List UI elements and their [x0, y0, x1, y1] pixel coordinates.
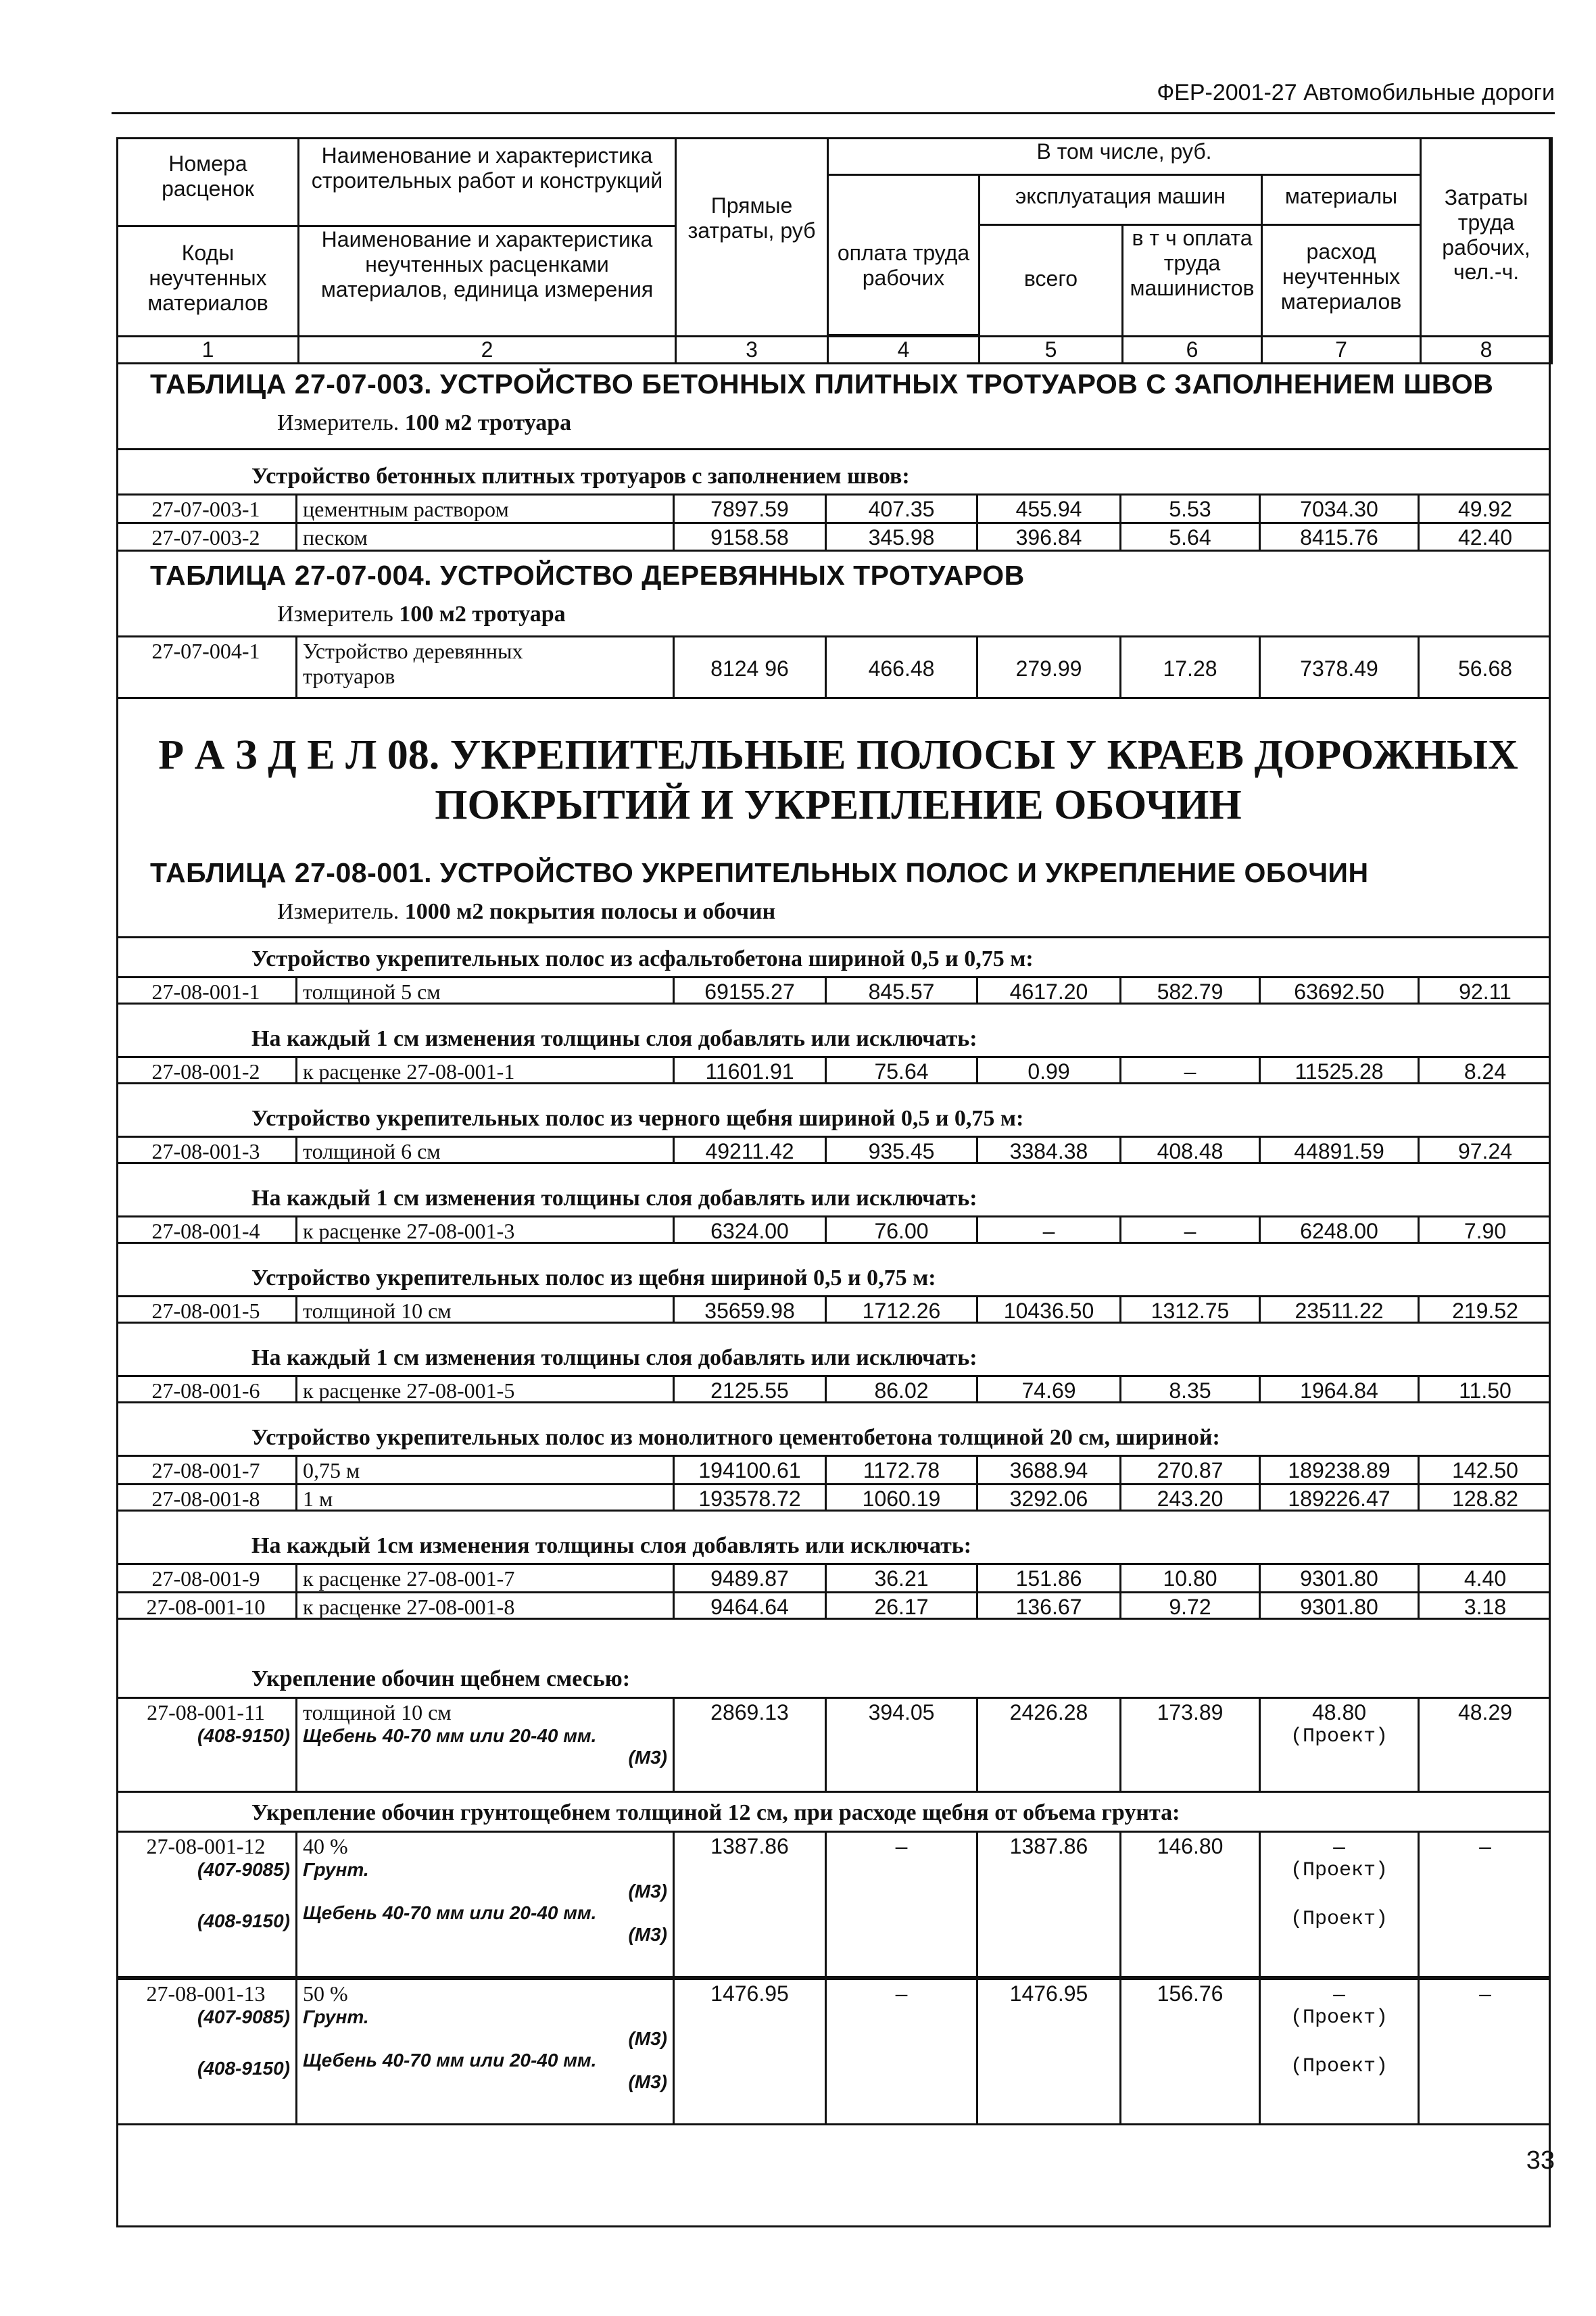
machinist-pay: 8.35: [1121, 1377, 1261, 1401]
col6-header: в т ч оплата труда машинистов: [1123, 225, 1262, 337]
labor-pay: 1060.19: [827, 1485, 978, 1510]
materials-cost: 9301.80: [1261, 1593, 1420, 1618]
work-name: песком: [297, 524, 675, 550]
incl-header: В том числе, руб.: [828, 139, 1421, 175]
header-rule: [112, 112, 1555, 114]
materials-cost: 63692.50: [1261, 978, 1420, 1003]
labor-hours: 48.29: [1457, 1700, 1513, 1724]
materials-cost: 48.80: [1311, 1700, 1367, 1724]
material-unit: (М3): [628, 2027, 667, 2049]
labor-hours: –: [1479, 1834, 1491, 1858]
machines-total: 10436.50: [978, 1297, 1121, 1322]
machines-total: 2426.28: [978, 1699, 1121, 1791]
subheading: На каждый 1 см изменения толщины слоя добавлять или исключать:: [251, 1026, 977, 1051]
materials-cost: 11525.28: [1261, 1058, 1420, 1082]
machinist-pay: 17.28: [1121, 637, 1261, 697]
measure-label: Измеритель.: [277, 899, 400, 924]
table-row: [116, 976, 1551, 1005]
work-name: толщиной 10 см: [303, 1700, 452, 1724]
materials-cost: 44891.59: [1261, 1138, 1420, 1162]
labor-hours: 92.11: [1459, 980, 1512, 1004]
col2-bottom-header: Наименование и характеристика неучтенных расценками материалов, единица измерения: [299, 226, 676, 337]
rate-code: 27-08-001-4: [116, 1217, 297, 1242]
machines-total: 0.99: [978, 1058, 1121, 1082]
machinist-pay: 1312.75: [1121, 1297, 1261, 1322]
column-header-table: [116, 137, 1553, 364]
work-name: толщиной 5 см: [297, 978, 675, 1003]
table-title-27-08-001: ТАБЛИЦА 27-08-001. УСТРОЙСТВО УКРЕПИТЕЛЬНЫХ ПОЛОС И УКРЕПЛЕНИЕ ОБОЧИН: [150, 857, 1369, 888]
rate-code: 27-08-001-11: [147, 1700, 265, 1724]
machines-total: 3384.38: [978, 1138, 1121, 1162]
machines-total: 74.69: [978, 1377, 1121, 1401]
material-code: (407-9085): [197, 2006, 290, 2027]
col-num-7: 7: [1262, 337, 1421, 364]
material-unit: (М3): [628, 1746, 667, 1768]
col4-header: оплата труда рабочих: [828, 175, 980, 335]
machinist-pay: 9.72: [1121, 1593, 1261, 1618]
table-row: [116, 1295, 1551, 1324]
machines-total: 455.94: [978, 496, 1121, 522]
labor-hours: 8.24: [1464, 1059, 1507, 1084]
project-note: (Проект): [1290, 1724, 1388, 1748]
work-name: к расценке 27-08-001-5: [297, 1377, 675, 1401]
labor-pay: 345.98: [827, 524, 978, 550]
project-note: (Проект): [1290, 2055, 1388, 2079]
labor-pay: 76.00: [827, 1217, 978, 1242]
direct-cost: 9464.64: [675, 1593, 827, 1618]
machines-total: 1387.86: [1009, 1834, 1088, 1858]
material-unit: (М3): [628, 1880, 667, 1902]
direct-cost: 1387.86: [710, 1834, 789, 1858]
machines-header: эксплуатация машин: [980, 175, 1262, 225]
materials-cost: 1964.84: [1261, 1377, 1420, 1401]
labor-pay: 75.64: [827, 1058, 978, 1082]
labor-hours: 142.50: [1452, 1458, 1518, 1482]
machines-total: 3292.06: [978, 1485, 1121, 1510]
materials-cost: 6248.00: [1261, 1217, 1420, 1242]
work-name: толщиной 10 см: [297, 1297, 675, 1322]
table-row: [116, 1455, 1551, 1483]
material-code: (408-9150): [197, 1724, 290, 1746]
labor-pay: 36.21: [827, 1565, 978, 1591]
direct-cost: 11601.91: [675, 1058, 827, 1082]
material-name: Щебень 40-70 мм или 20-40 мм.: [303, 1902, 597, 1924]
col3-header: Прямые затраты, руб: [676, 139, 828, 337]
materials-cost: 23511.22: [1261, 1297, 1420, 1322]
labor-hours: –: [1479, 1981, 1491, 2006]
machines-total: 4617.20: [978, 978, 1121, 1003]
machinist-pay: 173.89: [1121, 1699, 1261, 1791]
work-name: 1 м: [297, 1485, 675, 1510]
subheading: Укрепление обочин щебнем смесью:: [251, 1666, 631, 1691]
rate-code: 27-07-003-2: [116, 524, 297, 550]
material-name: Грунт.: [303, 2006, 369, 2027]
direct-cost: 2869.13: [675, 1699, 827, 1791]
rate-code: 27-08-001-13: [146, 1981, 266, 2006]
labor-hours: 4.40: [1464, 1566, 1507, 1591]
col1-bottom-header: Коды неучтенных материалов: [118, 226, 299, 337]
subheading: Укрепление обочин грунтощебнем толщиной 12 см, при расходе щебня от объема грунта:: [251, 1800, 1180, 1825]
labor-pay: 86.02: [827, 1377, 978, 1401]
measure-27-08-001: [277, 899, 775, 925]
col-num-4: 4: [828, 337, 980, 364]
table-row: [116, 635, 1551, 699]
work-name: 0,75 м: [297, 1457, 675, 1483]
work-name: 50 %: [303, 1981, 348, 2006]
subheading: Устройство укрепительных полос из монолитного цементобетона толщиной 20 см, шириной:: [251, 1425, 1220, 1450]
material-unit: (М3): [628, 2071, 667, 2093]
materials-cost: –: [1333, 1834, 1345, 1858]
col5-header: всего: [980, 225, 1123, 337]
rate-code: 27-08-001-3: [116, 1138, 297, 1162]
labor-hours: 219.52: [1452, 1299, 1518, 1323]
material-code: (408-9150): [197, 2057, 290, 2079]
direct-cost: 193578.72: [675, 1485, 827, 1510]
rate-code: 27-08-001-8: [116, 1485, 297, 1510]
rate-code: 27-08-001-12: [146, 1834, 266, 1858]
measure-27-07-003: [277, 410, 571, 436]
rate-code: 27-08-001-10: [116, 1593, 297, 1618]
labor-pay: 1172.78: [827, 1457, 978, 1483]
labor-hours: 49.92: [1457, 497, 1513, 521]
direct-cost: 69155.27: [675, 978, 827, 1003]
labor-pay: 26.17: [827, 1593, 978, 1618]
machinist-pay: 5.64: [1121, 524, 1261, 550]
measure-label: Измеритель: [277, 602, 393, 627]
machines-total: 279.99: [978, 637, 1121, 697]
table-row: [116, 522, 1551, 552]
col-num-5: 5: [980, 337, 1123, 364]
col-num-2: 2: [299, 337, 676, 364]
section-heading: Р А З Д Е Л 08. УКРЕПИТЕЛЬНЫЕ ПОЛОСЫ У КРАЕВ ДОРОЖНЫХ ПОКРЫТИЙ И УКРЕПЛЕНИЕ ОБОЧИН: [158, 732, 1518, 829]
machines-total: 3688.94: [978, 1457, 1121, 1483]
direct-cost: 9158.58: [675, 524, 827, 550]
materials-cost: 189226.47: [1261, 1485, 1420, 1510]
direct-cost: 35659.98: [675, 1297, 827, 1322]
direct-cost: 7897.59: [675, 496, 827, 522]
labor-pay: –: [895, 1834, 908, 1858]
material-code: (408-9150): [197, 1910, 290, 1931]
rate-code: 27-08-001-2: [116, 1058, 297, 1082]
machinist-pay: 270.87: [1121, 1457, 1261, 1483]
measure-unit: 100 м2 тротуара: [399, 602, 566, 627]
labor-hours: 56.68: [1457, 656, 1513, 681]
table-row: [116, 1591, 1551, 1620]
labor-pay: –: [895, 1981, 908, 2006]
direct-cost: 9489.87: [675, 1565, 827, 1591]
labor-hours: 11.50: [1459, 1378, 1512, 1403]
rate-code: 27-07-004-1: [116, 637, 297, 697]
page-number: 33: [1526, 2146, 1555, 2175]
labor-hours: 7.90: [1464, 1219, 1507, 1243]
labor-hours: 42.40: [1457, 525, 1513, 550]
labor-pay: 407.35: [827, 496, 978, 522]
col7-header: расход неучтенных материалов: [1262, 225, 1421, 337]
table-row: [116, 1375, 1551, 1403]
rate-code: 27-08-001-7: [116, 1457, 297, 1483]
machines-total: 1476.95: [1009, 1981, 1088, 2006]
rate-code: 27-08-001-5: [116, 1297, 297, 1322]
material-unit: (М3): [628, 1924, 667, 1946]
subheading: На каждый 1 см изменения толщины слоя добавлять или исключать:: [251, 1186, 977, 1211]
direct-cost: 8124 96: [675, 637, 827, 697]
rule: [116, 448, 1551, 450]
material-code: (407-9085): [197, 1858, 290, 1880]
table-title-27-07-003: ТАБЛИЦА 27-07-003. УСТРОЙСТВО БЕТОННЫХ ПЛИТНЫХ ТРОТУАРОВ С ЗАПОЛНЕНИЕМ ШВОВ: [150, 368, 1494, 400]
measure-27-07-004: [277, 602, 566, 627]
labor-pay: 1712.26: [827, 1297, 978, 1322]
materials-cost: 9301.80: [1261, 1565, 1420, 1591]
col8-header: Затраты труда рабочих, чел.-ч.: [1421, 139, 1552, 337]
work-name: 40 %: [303, 1834, 348, 1858]
col1-top-header: Номера расценок: [118, 139, 299, 226]
machines-total: 151.86: [978, 1565, 1121, 1591]
table-row: [116, 1483, 1551, 1512]
table-row: [116, 1978, 1551, 2125]
col-num-1: 1: [118, 337, 299, 364]
table-title-27-07-004: ТАБЛИЦА 27-07-004. УСТРОЙСТВО ДЕРЕВЯННЫХ ТРОТУАРОВ: [150, 560, 1025, 591]
machinist-pay: 243.20: [1121, 1485, 1261, 1510]
col2-top-header: Наименование и характеристика строительных работ и конструкций: [299, 139, 676, 226]
machinist-pay: 10.80: [1121, 1565, 1261, 1591]
measure-label: Измеритель.: [277, 410, 400, 435]
labor-hours: 97.24: [1457, 1139, 1513, 1163]
work-name: толщиной 6 см: [297, 1138, 675, 1162]
materials-cost: –: [1333, 1981, 1345, 2006]
labor-pay: 935.45: [827, 1138, 978, 1162]
subheading: На каждый 1 см изменения толщины слоя добавлять или исключать:: [251, 1345, 977, 1370]
rate-code: 27-08-001-6: [116, 1377, 297, 1401]
machinist-pay: 5.53: [1121, 496, 1261, 522]
machines-total: 136.67: [978, 1593, 1121, 1618]
labor-hours: 3.18: [1464, 1595, 1507, 1619]
machinist-pay: 408.48: [1121, 1138, 1261, 1162]
col-num-3: 3: [676, 337, 828, 364]
table-row: [116, 1831, 1551, 1978]
labor-pay: 394.05: [827, 1699, 978, 1791]
materials-cost: 8415.76: [1261, 524, 1420, 550]
work-name: цементным раствором: [297, 496, 675, 522]
direct-cost: 2125.55: [675, 1377, 827, 1401]
work-name: к расценке 27-08-001-3: [297, 1217, 675, 1242]
labor-hours: 128.82: [1452, 1487, 1518, 1511]
machinist-pay: –: [1121, 1217, 1261, 1242]
table-row: [116, 493, 1551, 522]
materials-cost: 7378.49: [1261, 637, 1420, 697]
subheading: Устройство бетонных плитных тротуаров с заполнением швов:: [251, 464, 910, 489]
running-header: ФЕР-2001-27 Автомобильные дороги: [1157, 80, 1555, 105]
direct-cost: 6324.00: [675, 1217, 827, 1242]
project-note: (Проект): [1290, 1908, 1388, 1931]
project-note: (Проект): [1290, 2006, 1388, 2029]
col-num-8: 8: [1421, 337, 1552, 364]
labor-pay: 466.48: [827, 637, 978, 697]
table-row: [116, 1215, 1551, 1244]
material-name: Грунт.: [303, 1858, 369, 1880]
table-row: [116, 1136, 1551, 1164]
rate-code: 27-07-003-1: [116, 496, 297, 522]
labor-pay: 845.57: [827, 978, 978, 1003]
subheading: Устройство укрепительных полос из асфальтобетона шириной 0,5 и 0,75 м:: [251, 946, 1034, 971]
direct-cost: 49211.42: [675, 1138, 827, 1162]
direct-cost: 194100.61: [675, 1457, 827, 1483]
project-note: (Проект): [1290, 1858, 1388, 1882]
work-name: Устройство деревянных тротуаров: [303, 639, 523, 688]
direct-cost: 1476.95: [710, 1981, 789, 2006]
materials-cost: 7034.30: [1261, 496, 1420, 522]
machinist-pay: –: [1121, 1058, 1261, 1082]
material-name: Щебень 40-70 мм или 20-40 мм.: [303, 2050, 597, 2071]
machines-total: –: [978, 1217, 1121, 1242]
rate-code: 27-08-001-9: [116, 1565, 297, 1591]
measure-unit: 1000 м2 покрытия полосы и обочин: [404, 899, 776, 924]
subheading: На каждый 1см изменения толщины слоя добавлять или исключать:: [251, 1533, 972, 1558]
work-name: к расценке 27-08-001-7: [297, 1565, 675, 1591]
materials-header: материалы: [1262, 175, 1421, 225]
work-name: к расценке 27-08-001-8: [297, 1593, 675, 1618]
machinist-pay: 156.76: [1157, 1981, 1224, 2006]
table-row: [116, 1563, 1551, 1591]
measure-unit: 100 м2 тротуара: [404, 410, 572, 435]
table-row: [116, 1056, 1551, 1084]
rule: [116, 936, 1551, 938]
materials-cost: 189238.89: [1261, 1457, 1420, 1483]
rate-code: 27-08-001-1: [116, 978, 297, 1003]
subheading: Устройство укрепительных полос из черного щебня шириной 0,5 и 0,75 м:: [251, 1106, 1024, 1131]
table-row: [116, 1697, 1551, 1793]
subheading: Устройство укрепительных полос из щебня шириной 0,5 и 0,75 м:: [251, 1265, 936, 1290]
machinist-pay: 146.80: [1157, 1834, 1224, 1858]
machinist-pay: 582.79: [1121, 978, 1261, 1003]
col-num-6: 6: [1123, 337, 1262, 364]
machines-total: 396.84: [978, 524, 1121, 550]
work-name: к расценке 27-08-001-1: [297, 1058, 675, 1082]
material-name: Щебень 40-70 мм или 20-40 мм.: [303, 1724, 597, 1746]
